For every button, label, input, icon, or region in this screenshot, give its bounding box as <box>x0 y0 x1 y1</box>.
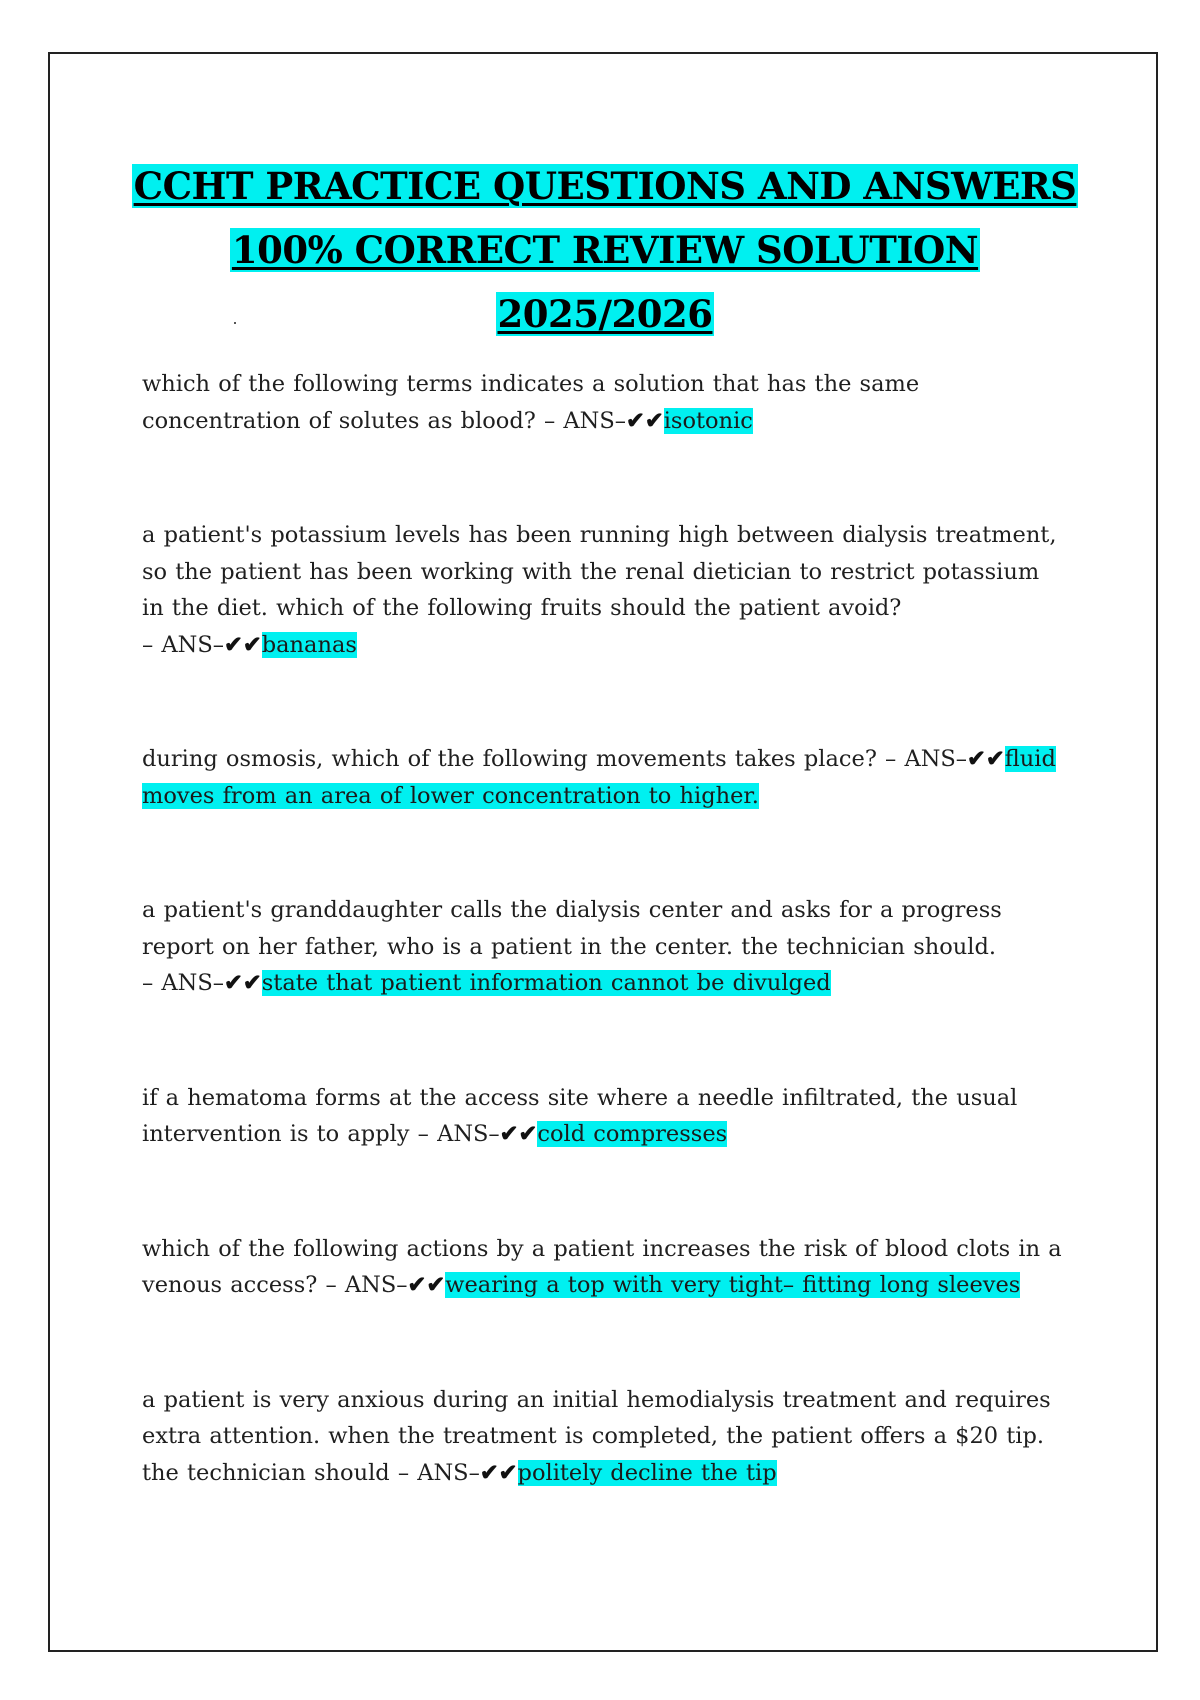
title-line <box>50 218 1160 282</box>
checkmark-icon: ✔✔ <box>224 970 262 996</box>
checkmark-icon: ✔✔ <box>499 1121 538 1147</box>
answer-highlight: politely decline the tip <box>517 1459 777 1486</box>
stray-dot <box>234 322 236 324</box>
answer-highlight: bananas <box>261 631 357 658</box>
question-text: a patient's potassium levels has been running high between dialysis treatment, so the patient has been working with the renal dietician to restrict potassium in the diet. which of the following fruits should the patient avoid? <box>142 522 1057 621</box>
ans-prefix: – ANS– <box>389 1459 480 1486</box>
ans-prefix: – ANS– <box>317 1272 408 1298</box>
page-frame <box>48 52 1158 1652</box>
answer-marker <box>410 1121 538 1147</box>
title-line <box>50 282 1160 346</box>
answer-highlight: wearing a top with very tight– fitting long sleeves <box>445 1272 1021 1298</box>
qa-item-3 <box>142 741 1062 814</box>
question-text: which of the following terms indicates a solution that has the same concentration of solutes as blood? <box>142 371 920 434</box>
answer-highlight: cold compresses <box>537 1121 728 1147</box>
qa-item-1 <box>142 366 1062 439</box>
checkmark-icon: ✔✔ <box>224 631 262 658</box>
checkmark-icon: ✔✔ <box>407 1272 446 1298</box>
qa-item-7 <box>142 1382 1062 1492</box>
question-text: a patient's granddaughter calls the dialysis center and asks for a progress report on her father, who is a patient in the center. the technician should. <box>142 897 1002 960</box>
answer-marker <box>390 1460 518 1486</box>
title-line-2: 100% CORRECT REVIEW SOLUTION <box>231 228 979 272</box>
qa-item-2 <box>142 517 1062 663</box>
question-text: if a hematoma forms at the access site where a needle infiltrated, the usual intervention is to apply <box>142 1084 1018 1147</box>
answer-marker <box>142 970 262 996</box>
ans-prefix: – ANS– <box>142 970 225 996</box>
qa-item-5 <box>142 1080 1062 1153</box>
checkmark-icon: ✔✔ <box>625 407 664 434</box>
answer-highlight: fluid moves from an area of lower concentration to higher. <box>142 746 1056 809</box>
answer-marker <box>536 408 664 434</box>
ans-prefix: – ANS– <box>535 407 626 434</box>
question-text: a patient is very anxious during an initial hemodialysis treatment and requires extra attention. when the treatment is completed, the patient offers a $20 tip. the technician should <box>142 1386 1051 1486</box>
title-line-3: 2025/2026 <box>497 292 713 336</box>
answer-highlight: isotonic <box>663 407 753 434</box>
ans-prefix: – ANS– <box>409 1121 500 1147</box>
ans-prefix: – ANS– <box>142 631 225 658</box>
question-text: which of the following actions by a patient increases the risk of blood clots in a venous access? <box>142 1235 1062 1298</box>
ans-prefix: – ANS– <box>876 746 968 772</box>
qa-item-4 <box>142 892 1062 1002</box>
checkmark-icon: ✔✔ <box>967 746 1005 772</box>
title-line-1: CCHT PRACTICE QUESTIONS AND ANSWERS <box>133 164 1077 208</box>
answer-highlight: state that patient information cannot be divulged <box>261 970 831 996</box>
answer-marker <box>317 1272 445 1298</box>
answer-marker <box>877 746 1005 772</box>
question-text: during osmosis, which of the following movements takes place? <box>142 746 877 772</box>
document-title <box>50 154 1160 346</box>
qa-item-6 <box>142 1231 1062 1304</box>
title-line <box>50 154 1160 218</box>
qa-list <box>142 366 1062 1491</box>
answer-marker <box>142 632 262 658</box>
checkmark-icon: ✔✔ <box>479 1459 518 1486</box>
